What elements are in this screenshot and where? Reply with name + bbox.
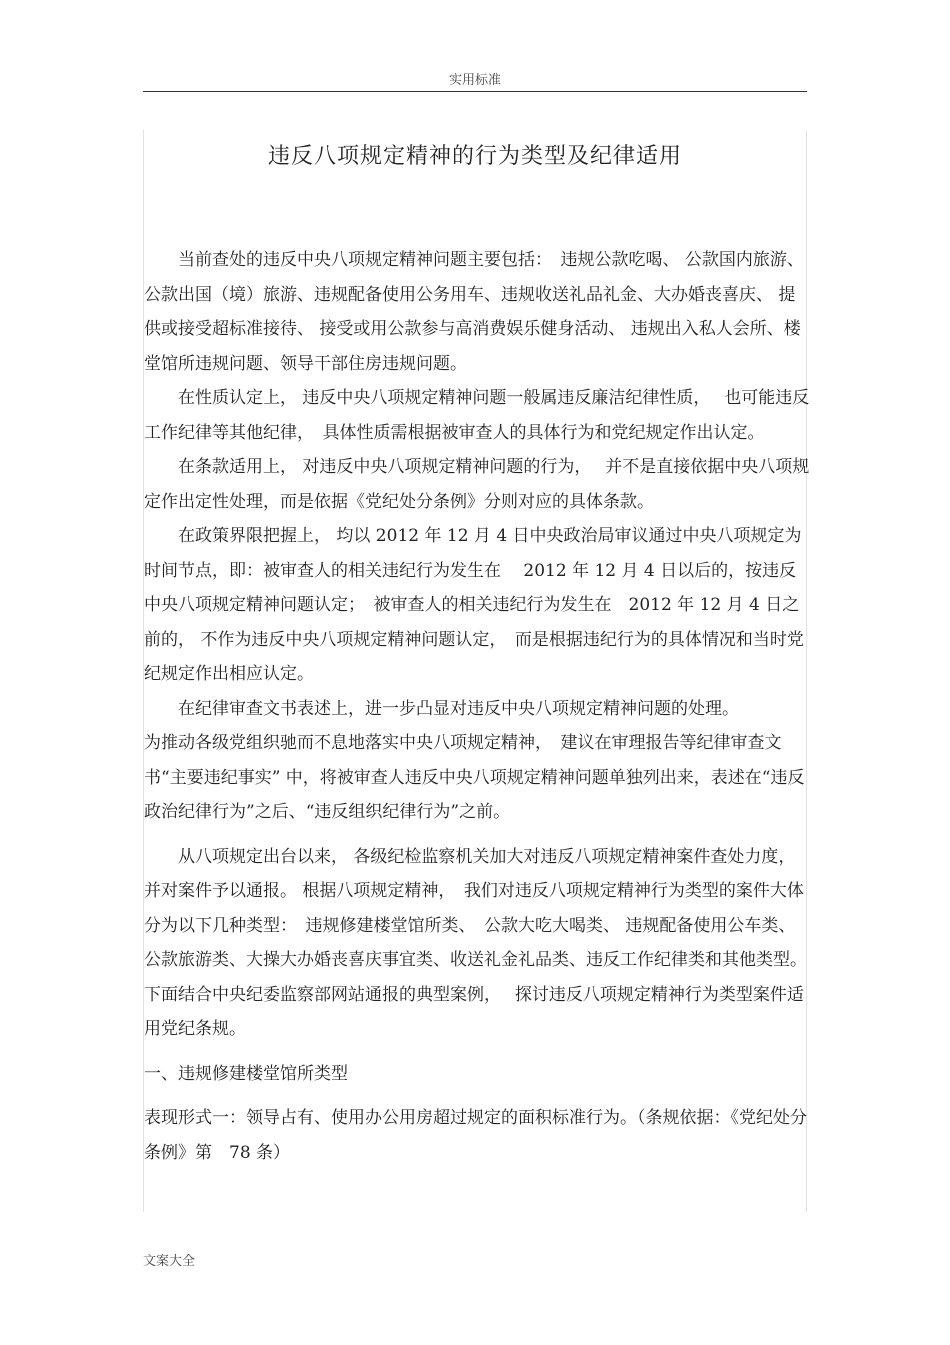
document-body bbox=[144, 243, 810, 1170]
paragraph-form-one: 表现形式一：领导占有、使用办公用房超过规定的面积标准行为。（条规依据：《党纪处分条例》第 78 条） bbox=[144, 1108, 807, 1163]
page-header: 实用标准 bbox=[448, 73, 501, 88]
header-divider bbox=[143, 91, 807, 92]
paragraph-violations-list: 当前查处的违反中央八项规定精神问题主要包括： 违规公款吃喝、 公款国内旅游、公款出国（境）旅游、违规配备使用公务用车、违规收送礼品礼金、大办婚丧喜庆、 提供或接受超标准接待、 接受或用公款参与高消费娱乐健身活动、 违规出入私人会所、楼堂馆所违规问题、领导干部住房违规问题。 bbox=[144, 250, 804, 374]
section-heading-buildings: 一、违规修建楼堂馆所类型 bbox=[144, 1063, 348, 1084]
paragraph-recommendation: 为推动各级党组织驰而不息地落实中央八项规定精神， 建议在审理报告等纪律审查文书“主要违纪事实” 中，将被审查人违反中央八项规定精神问题单独列出来，表述在“违反政治纪律行为”之后、“违反组织纪律行为”之前。 bbox=[144, 733, 805, 822]
paragraph-nature: 在性质认定上， 违反中央八项规定精神问题一般属违反廉洁纪律性质， 也可能违反工作纪律等其他纪律， 具体性质需根据被审查人的具体行为和党纪规定作出认定。 bbox=[144, 388, 810, 443]
paragraph-policy: 在政策界限把握上， 均以 2012 年 12 月 4 日中央政治局审议通过中央八项规定为时间节点，即：被审查人的相关违纪行为发生在 2012 年 12 月 4 日以后的，按违反中央八项规定精神问题认定； 被审查人的相关违纪行为发生在 2012 年 12 月 4 日之前的， 不作为违反中央八项规定精神问题认定， 而是根据违纪行为的具体情况和当时党纪规定作出相应认定。 bbox=[144, 526, 804, 684]
document-title: 违反八项规定精神的行为类型及纪律适用 bbox=[267, 144, 682, 169]
paragraph-document-wording: 在纪律审查文书表述上，进一步凸显对违反中央八项规定精神问题的处理。 bbox=[178, 698, 739, 719]
page-footer: 文案大全 bbox=[143, 1254, 196, 1269]
paragraph-case-types: 从八项规定出台以来， 各级纪检监察机关加大对违反八项规定精神案件查处力度，并对案件予以通报。 根据八项规定精神， 我们对违反八项规定精神行为类型的案件大体分为以下几种类型： 违规修建楼堂馆所类、 公款大吃大喝类、 违规配备使用公车类、公款旅游类、大操大办婚丧喜庆事宜类、收送礼金礼品类、违反工作纪律类和其他类型。 下面结合中央纪委监察部网站通报的典型案例， 探讨违反八项规定精神行为类型案件适用党纪条规。 bbox=[144, 846, 807, 1039]
paragraph-clause: 在条款适用上， 对违反中央八项规定精神问题的行为， 并不是直接依据中央八项规定作出定性处理，而是依据《党纪处分条例》分则对应的具体条款。 bbox=[144, 457, 810, 512]
